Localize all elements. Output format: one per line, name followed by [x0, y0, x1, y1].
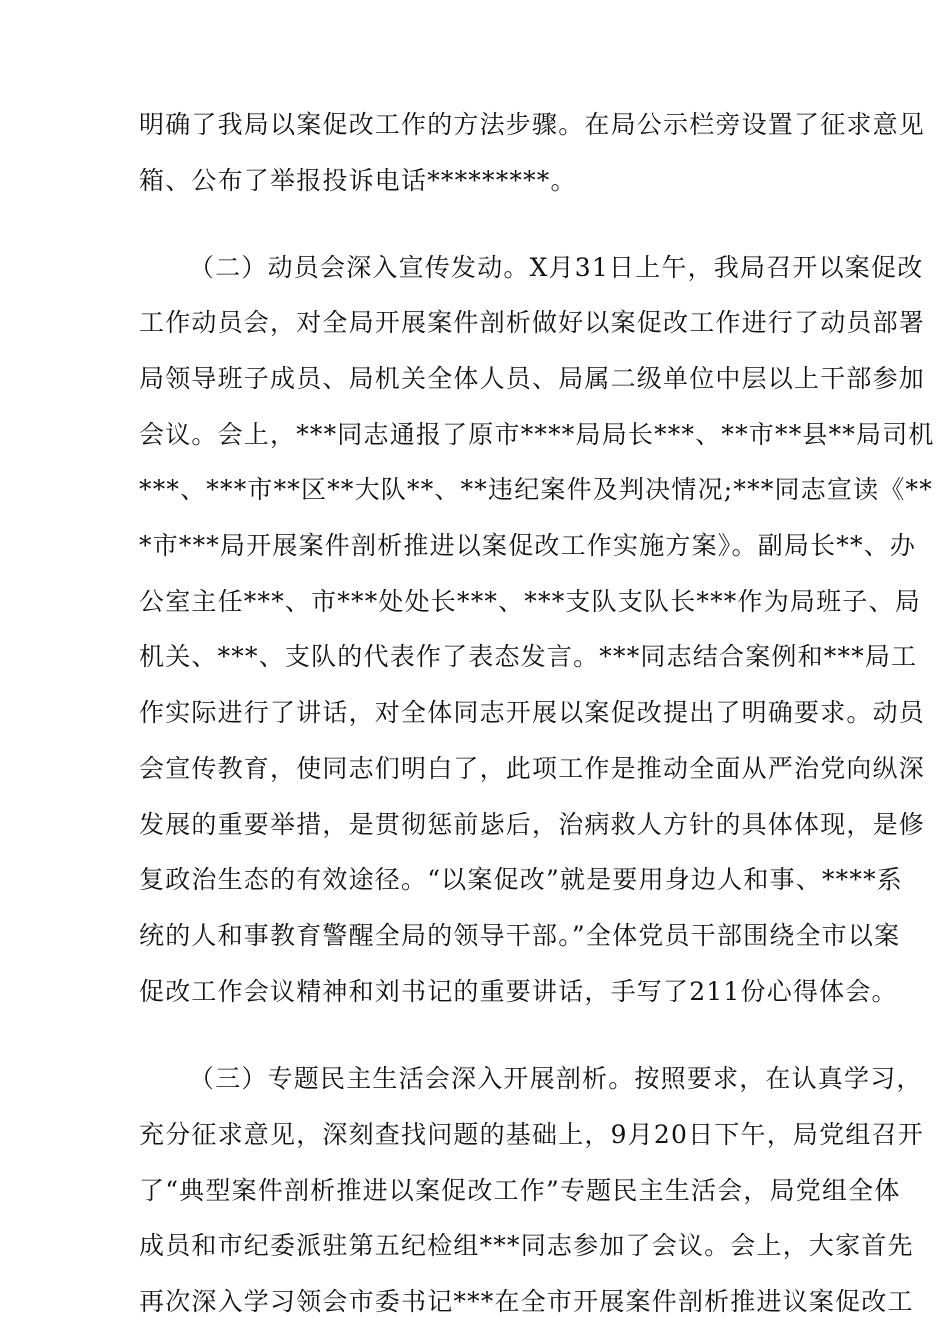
paragraph-heading-line: （二）动员会深入宣传发动。X月31日上午，我局召开以案促改 — [189, 253, 924, 282]
text-line: 作实际进行了讲话，对全体同志开展以案促改提出了明确要求。动员 — [139, 698, 926, 727]
text-line: *市***局开展案件剖析推进以案促改工作实施方案》。副局长**、办 — [139, 531, 917, 560]
text-line: 再次深入学习领会市委书记***在全市开展案件剖析推进议案促改工 — [139, 1287, 914, 1316]
text-line: 会议。会上，***同志通报了原市****局局长***、**市**县**局司机 — [139, 420, 935, 449]
text-line: 统的人和事教育警醒全局的领导干部。”全体党员干部围绕全市以案 — [139, 921, 901, 950]
text-line: 充分征求意见，深刻查找问题的基础上，9月20日下午，局党组召开 — [139, 1120, 924, 1149]
text-line: 明确了我局以案促改工作的方法步骤。在局公示栏旁设置了征求意见 — [139, 110, 926, 139]
text-line: 工作动员会，对全局开展案件剖析做好以案促改工作进行了动员部署 — [139, 308, 926, 337]
text-line: 箱、公布了举报投诉电话*********。 — [139, 166, 577, 195]
text-line: 促改工作会议精神和刘书记的重要讲话，手写了211份心得体会。 — [139, 977, 898, 1006]
text-line: ***、***市**区**大队**、**违纪案件及判决情况;***同志宣读《** — [139, 475, 933, 504]
text-line: 会宣传教育，使同志们明白了，此项工作是推动全面从严治党向纵深 — [139, 754, 926, 783]
text-line: 成员和市纪委派驻第五纪检组***同志参加了会议。会上，大家首先 — [139, 1231, 914, 1260]
text-line: 机关、***、支队的代表作了表态发言。***同志结合案例和***局工 — [139, 642, 918, 671]
text-line: 发展的重要举措，是贯彻惩前毖后，治病救人方针的具体体现，是修 — [139, 810, 926, 839]
text-line: 局领导班子成员、局机关全体人员、局属二级单位中层以上干部参加 — [139, 364, 926, 393]
text-line: 复政治生态的有效途径。“以案促改”就是要用身边人和事、****系 — [139, 865, 903, 894]
paragraph-heading-line: （三）专题民主生活会深入开展剖析。按照要求，在认真学习， — [189, 1064, 923, 1093]
text-line: 了“典型案件剖析推进以案促改工作”专题民主生活会，局党组全体 — [139, 1176, 901, 1205]
text-line: 公室主任***、市***处处长***、***支队支队长***作为局班子、局 — [139, 587, 921, 616]
